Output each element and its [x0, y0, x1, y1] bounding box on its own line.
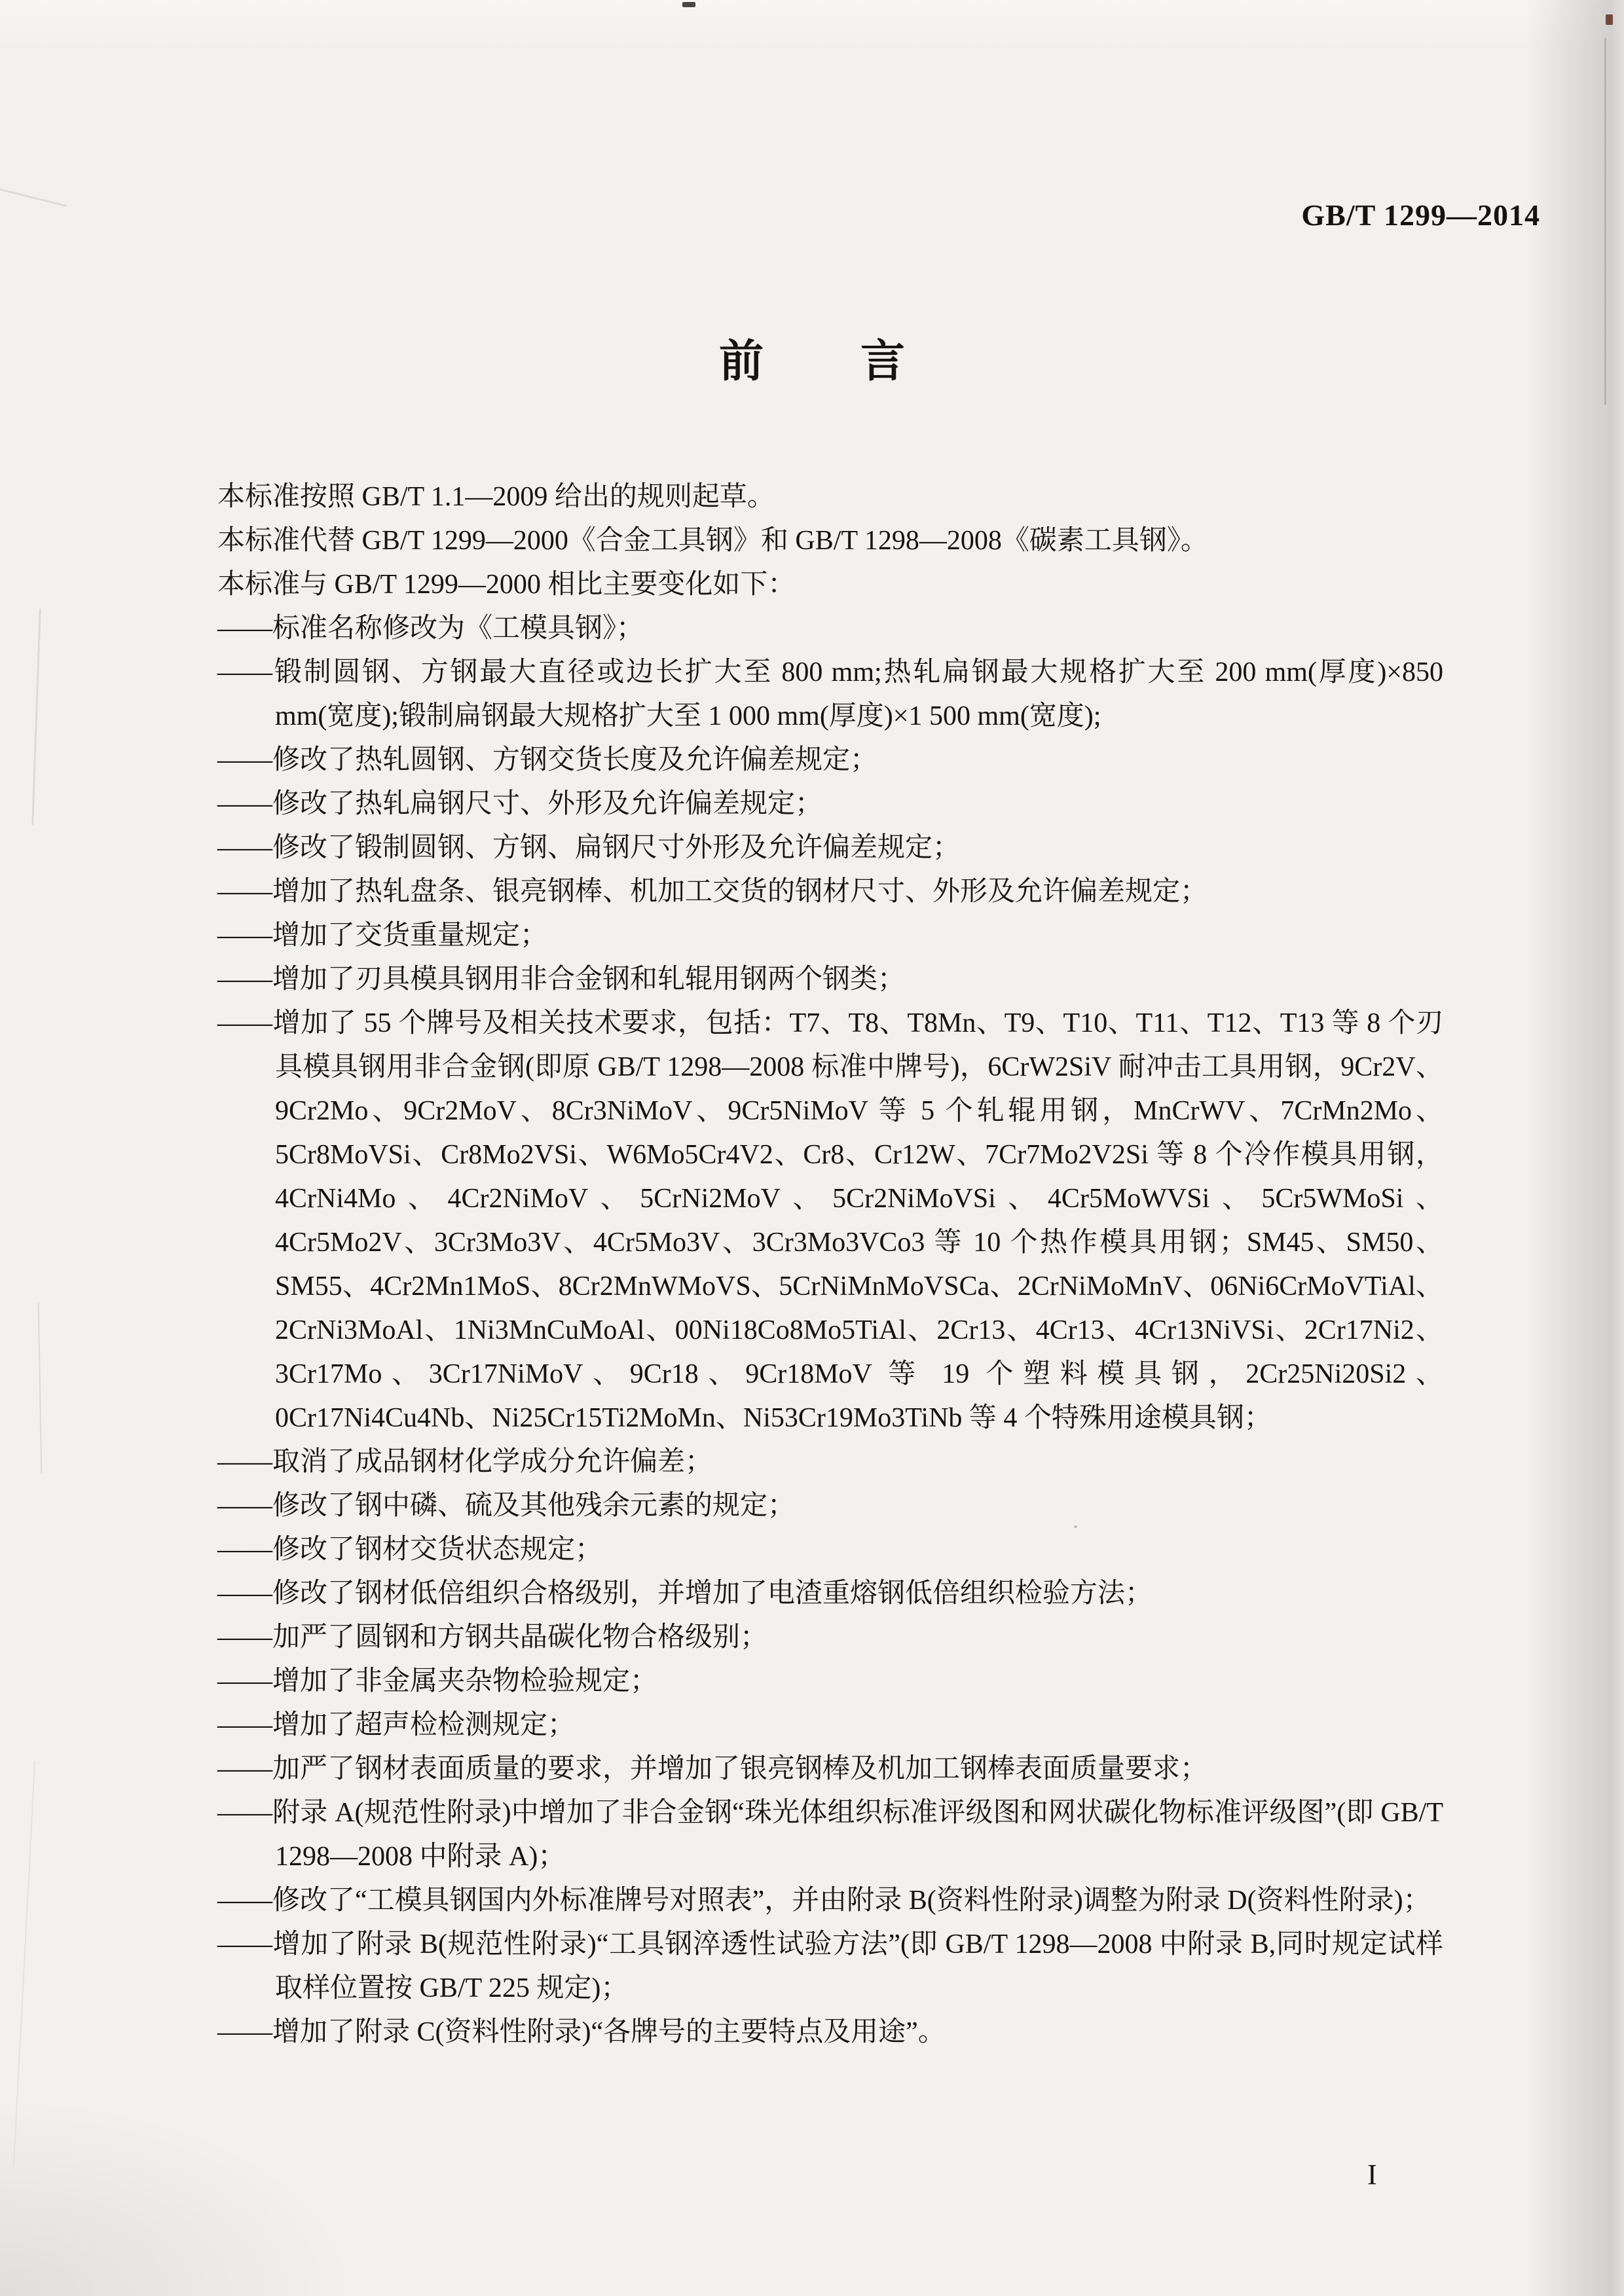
foreword-body: [217, 475, 1443, 2054]
foreword-bullet: ——修改了锻制圆钢、方钢、扁钢尺寸外形及允许偏差规定；: [217, 833, 961, 863]
scan-crease: [31, 609, 41, 825]
scan-crease: [0, 188, 67, 208]
foreword-paragraph: 本标准代替 GB/T 1299—2000《合金工具钢》和 GB/T 1298—2008《碳素工具钢》。: [217, 526, 1208, 556]
foreword-bullet: ——修改了“工模具钢国内外标准牌号对照表”，并由附录 B(资料性附录)调整为附录 D(资料性附录)；: [217, 1886, 1431, 1916]
foreword-bullet: ——增加了交货重量规定；: [217, 920, 548, 951]
foreword-bullet: ——锻制圆钢、方钢最大直径或边长扩大至 800 mm;热轧扁钢最大规格扩大至 200 mm(厚度)×850 mm(宽度);锻制扁钢最大规格扩大至 1 000 mm(厚度)×1 500 mm(宽度);: [217, 657, 1443, 731]
foreword-bullet: ——修改了热轧圆钢、方钢交货长度及允许偏差规定；: [217, 745, 878, 775]
standard-code-header: GB/T 1299—2014: [1301, 198, 1540, 232]
foreword-bullet: ——修改了钢材低倍组织合格级别，并增加了电渣重熔钢低倍组织检验方法；: [217, 1578, 1153, 1609]
foreword-bullet: ——增加了附录 C(资料性附录)“各牌号的主要特点及用途”。: [217, 2017, 946, 2047]
foreword-bullet: ——增加了非金属夹杂物检验规定；: [217, 1666, 658, 1696]
foreword-bullet: ——增加了刃具模具钢用非合金钢和轧辊用钢两个钢类；: [217, 964, 906, 994]
foreword-paragraph: 本标准与 GB/T 1299—2000 相比主要变化如下：: [217, 570, 796, 600]
page-number: I: [1367, 2159, 1377, 2191]
foreword-change-list: [217, 607, 1443, 2054]
page-title: 前 言: [718, 337, 931, 386]
foreword-bullet: ——增加了超声检检测规定；: [217, 1710, 576, 1740]
foreword-bullet: ——加严了钢材表面质量的要求，并增加了银亮钢棒及机加工钢棒表面质量要求；: [217, 1754, 1208, 1784]
scan-crease: [13, 1761, 35, 2166]
foreword-paragraph: 本标准按照 GB/T 1.1—2009 给出的规则起草。: [217, 482, 775, 512]
foreword-bullet: ——增加了附录 B(规范性附录)“工具钢淬透性试验方法”(即 GB/T 1298—2008 中附录 B,同时规定试样取样位置按 GB/T 225 规定)；: [217, 1929, 1443, 2003]
foreword-bullet: ——修改了热轧扁钢尺寸、外形及允许偏差规定；: [217, 789, 823, 819]
foreword-bullet: ——修改了钢材交货状态规定；: [217, 1535, 603, 1565]
foreword-bullet: ——标准名称修改为《工模具钢》；: [217, 613, 644, 644]
scan-crease: [38, 1303, 43, 1473]
scan-speck: [1606, 14, 1613, 25]
foreword-bullet: ——取消了成品钢材化学成分允许偏差；: [217, 1447, 713, 1477]
foreword-bullet: ——附录 A(规范性附录)中增加了非合金钢“珠光体组织标准评级图和网状碳化物标准评级图”(即 GB/T 1298—2008 中附录 A)；: [217, 1798, 1443, 1872]
scan-speck: [682, 2, 695, 7]
foreword-bullet: ——加严了圆钢和方钢共晶碳化物合格级别；: [217, 1622, 768, 1652]
foreword-bullet: ——增加了热轧盘条、银亮钢棒、机加工交货的钢材尺寸、外形及允许偏差规定；: [217, 877, 1208, 907]
foreword-bullet: ——修改了钢中磷、硫及其他残余元素的规定；: [217, 1491, 796, 1521]
foreword-bullet: ——增加了 55 个牌号及相关技术要求，包括：T7、T8、T8Mn、T9、T10、T11、T12、T13 等 8 个刃具模具钢用非合金钢(即原 GB/T 1298—2008 标准中牌号)，6CrW2SiV 耐冲击工具用钢，9Cr2V、9Cr2Mo、9Cr2MoV、8Cr3NiMoV、9Cr5NiMoV 等 5 个轧辊用钢，MnCrWV、7CrMn2Mo、5Cr8MoVSi、Cr8Mo2VSi、W6Mo5Cr4V2、Cr8、Cr12W、7Cr7Mo2V2Si 等 8 个冷作模具用钢，4CrNi4Mo、4Cr2NiMoV、5CrNi2MoV、5Cr2NiMoVSi、4Cr5MoWVSi、5Cr5WMoSi、4Cr5Mo2V、3Cr3Mo3V、4Cr5Mo3V、3Cr3Mo3VCo3 等 10 个热作模具用钢；SM45、SM50、SM55、4Cr2Mn1MoS、8Cr2MnWMoVS、5CrNiMnMoVSCa、2CrNiMoMnV、06Ni6CrMoVTiAl、2CrNi3MoAl、1Ni3MnCuMoAl、00Ni18Co8Mo5TiAl、2Cr13、4Cr13、4Cr13NiVSi、2Cr17Ni2、3Cr17Mo、3Cr17NiMoV、9Cr18、9Cr18MoV 等 19 个塑料模具钢，2Cr25Ni20Si2、0Cr17Ni4Cu4Nb、Ni25Cr15Ti2MoMn、Ni53Cr19Mo3TiNb 等 4 个特殊用途模具钢；: [217, 1008, 1443, 1433]
